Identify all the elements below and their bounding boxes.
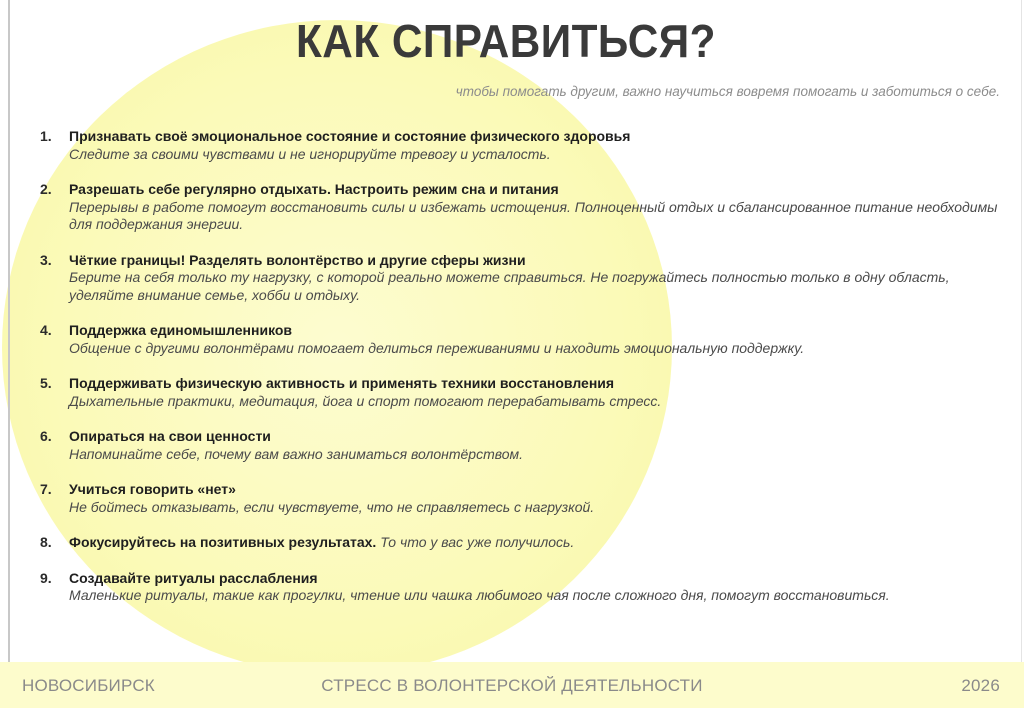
list-item [40,570,1000,605]
list-item [40,322,1000,357]
item-description: То что у вас уже получилось. [380,534,575,550]
item-description: Не бойтесь отказывать, если чувствуете, что не справляетесь с нагрузкой. [69,498,595,515]
item-number: 2. [40,181,52,197]
page-subtitle: чтобы помогать другим, важно научиться вовремя помогать и заботиться о себе. [455,84,1000,99]
item-number: 1. [40,128,52,144]
item-description: Напоминайте себе, почему вам важно заниматься волонтёрством. [69,445,524,462]
item-number: 9. [40,569,52,586]
footer-bar [0,662,1024,708]
item-heading: Разрешать себе регулярно отдыхать. Настроить режим сна и питания [69,181,559,197]
item-heading: Создавайте ритуалы расслабления [69,569,318,586]
item-heading: Поддерживать физическую активность и применять техники восстановления [69,375,615,391]
list-item [40,534,1000,552]
list-item [40,375,1000,410]
item-number: 5. [40,375,52,391]
item-heading: Учиться говорить «нет» [69,481,236,497]
footer-topic: СТРЕСС В ВОЛОНТЕРСКОЙ ДЕЯТЕЛЬНОСТИ [321,676,703,695]
item-description: Берите на себя только ту нагрузку, с которой реально можете справиться. Не погружайтесь полностью только в одну область, уделяйте внимание семье, хобби и отдыху. [69,269,950,303]
item-description: Маленькие ритуалы, такие как прогулки, чтение или чашка любимого чая после сложного дня, помогут восстановиться. [69,587,890,603]
list-item [40,128,1000,163]
footer-year: 2026 [961,676,1000,695]
item-heading: Опираться на свои ценности [69,428,271,444]
list-item [40,481,1000,516]
item-description: Дыхательные практики, медитация, йога и спорт помогают перерабатывать стресс. [69,392,662,409]
item-description: Общение с другими волонтёрами помогает делиться переживаниями и находить эмоциональную поддержку. [69,339,805,356]
item-number: 8. [40,534,52,550]
item-heading: Признавать своё эмоциональное состояние и состояние физического здоровья [69,128,631,144]
page-title: КАК СПРАВИТЬСЯ? [296,15,716,67]
coping-tips-list [40,128,1000,605]
item-number: 7. [40,481,52,497]
footer-city: НОВОСИБИРСК [22,676,155,695]
item-number: 3. [40,251,52,268]
item-description: Следите за своими чувствами и не игнорируйте тревогу и усталость. [69,145,551,162]
item-heading: Поддержка единомышленников [69,322,293,338]
list-item [40,428,1000,463]
item-heading: Фокусируйтесь на позитивных результатах. [69,534,377,550]
item-number: 6. [40,428,52,444]
list-item [40,181,1000,234]
item-description: Перерывы в работе помогут восстановить силы и избежать истощения. Полноценный отдых и сбалансированное питание необходимы для поддержания энергии. [69,198,998,232]
item-heading: Чёткие границы! Разделять волонтёрство и другие сферы жизни [69,251,526,268]
item-number: 4. [40,322,52,338]
list-item [40,252,1000,305]
